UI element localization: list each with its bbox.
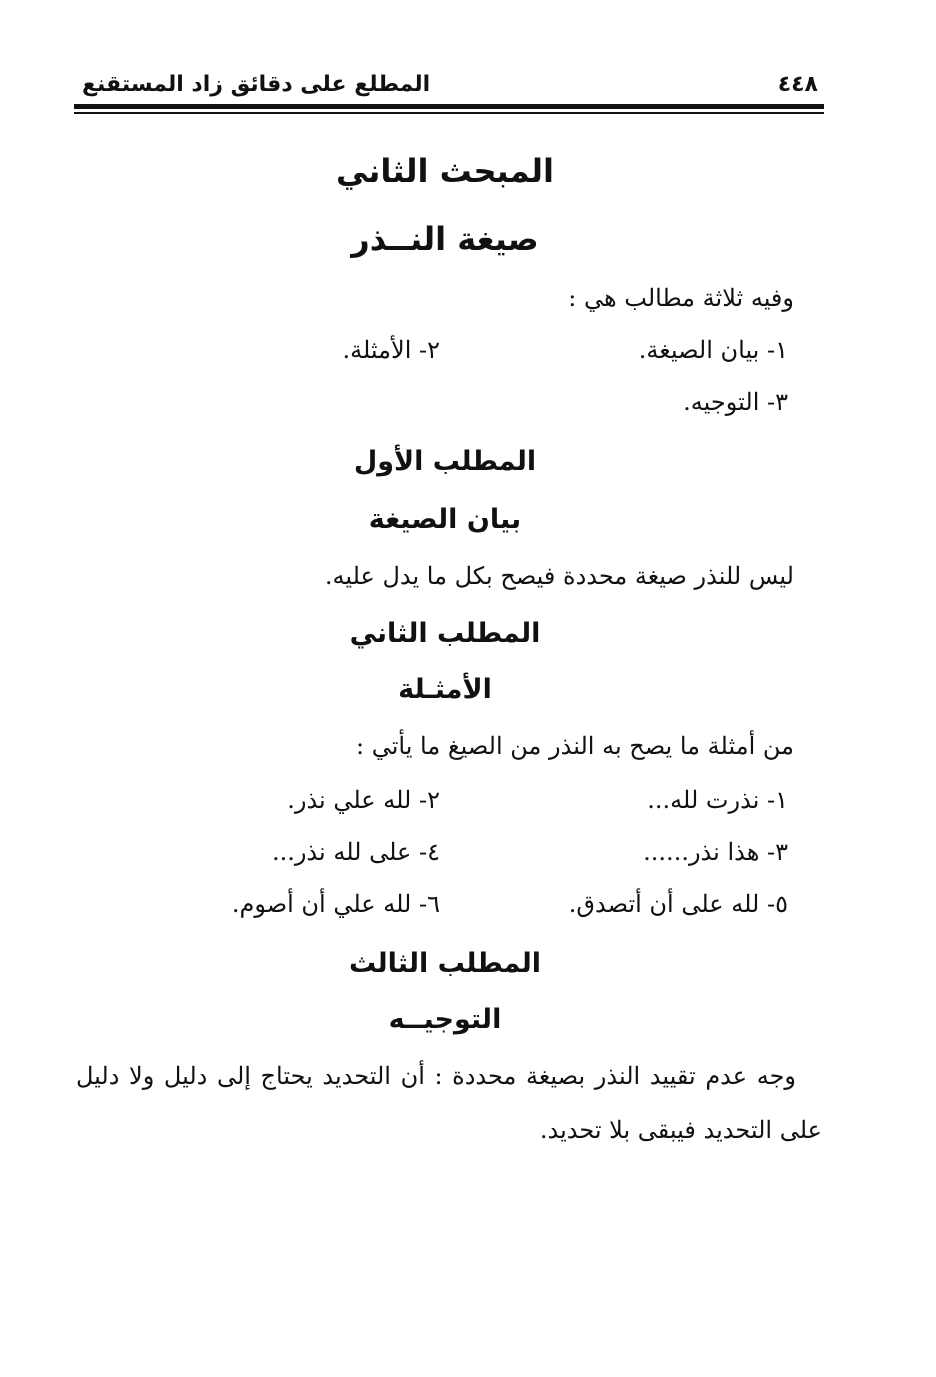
- example-3: ٣- هذا نذر......: [643, 838, 788, 866]
- example-6: ٦- لله علي أن أصوم.: [231, 890, 440, 918]
- example-2: ٢- لله علي نذر.: [287, 786, 440, 814]
- header-rule-thick: [74, 104, 824, 109]
- example-5: ٥- لله على أن أتصدق.: [568, 890, 788, 918]
- section-item-1: ١- بيان الصيغة.: [638, 336, 788, 364]
- example-4: ٤- على لله نذر...: [271, 838, 440, 866]
- section-item-2: ٢- الأمثلة.: [342, 336, 440, 364]
- page-number: ٤٤٨: [777, 72, 818, 97]
- book-title: المطلع على دقائق زاد المستقنع: [82, 72, 431, 97]
- topic3-text-line1: وجه عدم تقييد النذر بصيغة محددة : أن التحديد يحتاج إلى دليل ولا دليل: [76, 1062, 796, 1090]
- example-1: ١- نذرت لله...: [647, 786, 788, 814]
- section-item-3: ٣- التوجيه.: [683, 388, 788, 416]
- section-intro: وفيه ثلاثة مطالب هي :: [568, 284, 794, 312]
- topic1-title: المطلب الأول: [353, 446, 537, 477]
- topic2-intro: من أمثلة ما يصح به النذر من الصيغ ما يأتي :: [356, 732, 794, 760]
- topic3-subtitle: التوجيــه: [388, 1004, 502, 1035]
- topic3-text-line2: على التحديد فيبقى بلا تحديد.: [539, 1116, 822, 1144]
- section-subtitle: صيغة النــذر: [351, 220, 539, 258]
- topic1-text: ليس للنذر صيغة محددة فيصح بكل ما يدل عليه.: [324, 562, 794, 590]
- topic2-title: المطلب الثاني: [349, 618, 541, 649]
- section-title: المبحث الثاني: [335, 152, 555, 190]
- topic2-subtitle: الأمثـلة: [398, 674, 492, 705]
- header-rule-thin: [74, 112, 824, 114]
- topic3-title: المطلب الثالث: [348, 948, 542, 979]
- topic1-subtitle: بيان الصيغة: [368, 504, 522, 535]
